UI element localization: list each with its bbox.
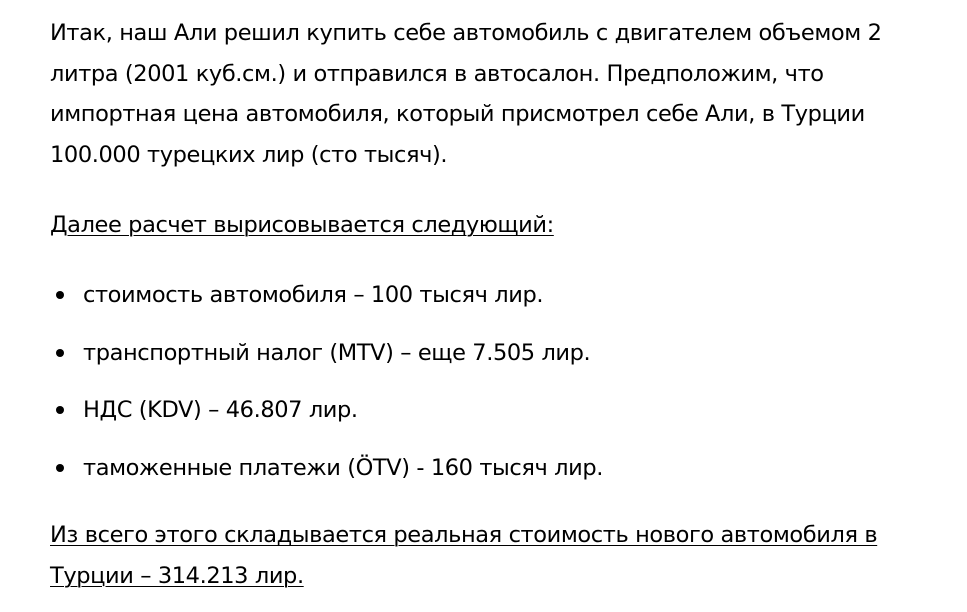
list-item — [50, 448, 603, 506]
bullet-icon — [56, 291, 64, 299]
list-item-text: транспортный налог (MTV) – еще 7.505 лир. — [83, 339, 591, 366]
bullet-icon — [56, 464, 64, 472]
list-item-text: НДС (KDV) – 46.807 лир. — [83, 397, 358, 423]
list-item — [50, 275, 603, 333]
list-item — [50, 390, 603, 448]
list-item — [50, 333, 603, 391]
calculation-heading: Далее расчет вырисовывается следующий: — [50, 212, 554, 238]
list-item-text: стоимость автомобиля – 100 тысяч лир. — [83, 282, 544, 308]
intro-paragraph: Итак, наш Али решил купить себе автомобиль с двигателем объемом 2 литра (2001 куб.см.) и отправился в автосалон. Предположим, что импортная цена автомобиля, который присмотрел себе Али, в Турции 100.000 турецких лир (сто тысяч). — [50, 20, 882, 168]
cost-list — [50, 275, 603, 505]
conclusion-paragraph: Из всего этого складывается реальная стоимость нового автомобиля в Турции – 314.213 лир. — [50, 522, 878, 589]
bullet-icon — [56, 349, 64, 357]
bullet-icon — [56, 406, 64, 414]
list-item-text: таможенные платежи (ÖTV) - 160 тысяч лир. — [83, 454, 603, 481]
